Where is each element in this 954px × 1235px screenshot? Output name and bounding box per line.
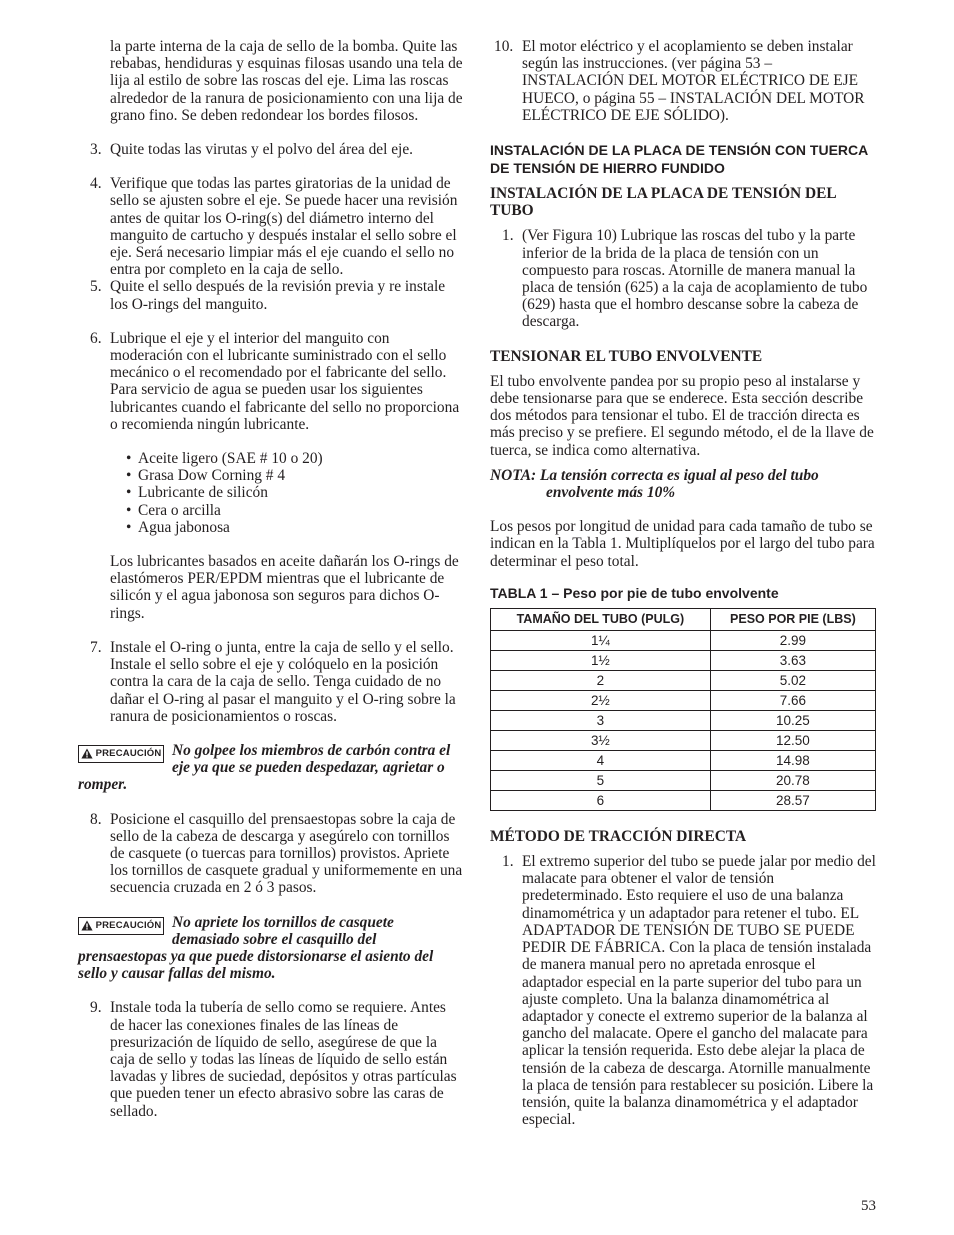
list-item: • Grasa Dow Corning # 4 (126, 467, 464, 484)
warning-triangle-icon (81, 748, 93, 759)
table-cell: 2 (491, 670, 711, 690)
direct-pull-step-1 (490, 853, 878, 1128)
step-number: 9. (90, 999, 102, 1017)
table-title: TABLA 1 – Peso por pie de tubo envolvente (490, 584, 779, 601)
table-row (491, 710, 876, 730)
step-number: 10. (494, 38, 514, 55)
table-row (491, 730, 876, 750)
table-cell: 1½ (491, 650, 711, 670)
caution-badge-label: PRECAUCIÓN (95, 919, 162, 931)
column-header: TAMAÑO DEL TUBO (PULG) (491, 608, 711, 630)
caution-note (78, 914, 464, 983)
table-cell: 3 (491, 710, 711, 730)
tension-paragraph: El tubo envolvente pandea por su propio peso al instalarse y debe tensionarse para que se enderece. Esta sección describe dos métodos para tensionar el tubo. El de tracción directa es más preciso y se prefiere. El segundo método, el de la llave de tuerca, se indica como alternativa. (490, 372, 874, 459)
step-text: El extremo superior del tubo se puede jalar por medio del malacate para obtener el valor de tensión predeterminado. Esto requiere el uso de una balanza dinamométrica y un adaptador para retener el tubo. EL ADAPTADOR DE TENSIÓN DE TUBO SE PUEDE PEDIR DE FÁBRICA. Con la placa de tensión instalada de manera manual pero no apretada enrosque el adaptador especial en la parte superior del tubo para un ajuste completo. Una la balanza dinamométrica al adaptador y conecte el extremo superior de la balanza al gancho del malacate. Opere el gancho del malacate para aplicar la tensión requerida. Esto debe alejar la placa de tensión de la cabeza de descarga. Atornille manualmente la placa de tensión para restablecer su posición. Libere la tensión, quite la balanza dinamométrica y el adaptador especial. (522, 853, 876, 1129)
subsection-heading: TENSIONAR EL TUBO ENVOLVENTE (490, 347, 763, 365)
table-row (491, 650, 876, 670)
table-cell: 5.02 (710, 670, 875, 690)
table-cell: 7.66 (710, 690, 875, 710)
continued-paragraph: la parte interna de la caja de sello de la bomba. Quite las rebabas, hendiduras y esquinas filosas usando una tela de lija al estilo de sobre las roscas del eje. Lima las roscas alrededor de la ranura de posicionamiento con una lija de grano fino. Se deben redondear los bordes filosos. (110, 38, 463, 124)
step-number: 1. (502, 227, 514, 245)
tension-plate-step-1 (490, 227, 878, 330)
step-text: Quite el sello después de la revisión previa y re instale los O-rings del manguito. (110, 278, 446, 313)
subsection-heading: INSTALACIÓN DE LA PLACA DE TENSIÓN DEL TUBO (490, 185, 836, 220)
column-header: PESO POR PIE (LBS) (710, 608, 875, 630)
step-number: 7. (90, 638, 102, 656)
note-line: envolvente más 10% (546, 484, 676, 502)
subsection-heading: MÉTODO DE TRACCIÓN DIRECTA (490, 827, 747, 845)
table-cell: 5 (491, 770, 711, 790)
caution-note (78, 742, 464, 794)
step-6 (78, 330, 464, 433)
table-cell: 2.99 (710, 630, 875, 650)
step-7 (78, 639, 464, 725)
step-number: 5. (90, 278, 102, 296)
step-3 (78, 141, 464, 158)
caution-badge-label: PRECAUCIÓN (95, 748, 162, 760)
list-item: • Cera o arcilla (126, 502, 464, 519)
table-row (491, 770, 876, 790)
step-text: Verifique que todas las partes giratorias de la unidad de sello se ajusten sobre el eje. Se puede hacer una revisión antes de quitar los O-ring(s) del diámetro interno del manguito de cartucho y después instalar el sello sobre el eje. Será necesario limpiar más el eje cuando el sello no entra por completo en la caja de sello. (110, 175, 458, 279)
step-text: Instale el O-ring o junta, entre la caja de sello y el sello. Instale el sello sobre el eje y colóquelo en la posición contra la cara de la caja de sello. Tenga cuidado de no dañar el O-ring al pasar el manguito y el O-ring sobre la ranura de posicionamientos o roscas. (110, 638, 456, 725)
list-item: • Agua jabonosa (126, 519, 464, 536)
table-cell: 6 (491, 790, 711, 810)
step-text: Quite todas las virutas y el polvo del área del eje. (110, 141, 414, 159)
step-number: 4. (90, 175, 102, 193)
step-number: 8. (90, 810, 102, 828)
table-cell: 2½ (491, 690, 711, 710)
list-item: • Aceite ligero (SAE # 10 o 20) (126, 450, 464, 467)
table-cell: 3½ (491, 730, 711, 750)
step-text: El motor eléctrico y el acoplamiento se deben instalar según las instrucciones. (ver página 53 – INSTALACIÓN DEL MOTOR ELÉCTRICO DE EJE HUECO, o página 55 – INSTALACIÓN DEL MOTOR ELÉCTRICO DE EJE SÓLIDO). (522, 38, 865, 124)
step-number: 3. (90, 141, 102, 159)
table-cell: 3.63 (710, 650, 875, 670)
step-text: Posicione el casquillo del prensaestopas sobre la caja de sello de la cabeza de descarga y asegúrelo con tornillos de casquete (o tuercas para tornillos) provistos. Apriete los tornillos de casquete gradual y uniformemente en una secuencia cruzada en 2 ó 3 pasos. (110, 810, 463, 897)
table-cell: 12.50 (710, 730, 875, 750)
caution-text: No apriete los tornillos de casquete demasiado sobre el casquillo del prensaestopas ya que puede distorsionarse el asiento del sello y causar fallas del mismo. (78, 913, 434, 983)
table-header-row (491, 608, 876, 630)
table-cell: 4 (491, 750, 711, 770)
table-row (491, 670, 876, 690)
caution-text: No golpee los miembros de carbón contra el eje ya que se pueden despedazar, agrietar o romper. (78, 741, 451, 794)
step-text: Instale toda la tubería de sello como se requiere. Antes de hacer las conexiones finales de las líneas de presurización de líquido de sello, asegúrese de que la caja de sello y todas las líneas de líquido de sello están lavadas y libres de suciedad, depósitos y otras partículas que pueden tener un efecto abrasivo sobre las caras de sellado. (110, 999, 457, 1120)
step-number: 1. (502, 853, 514, 871)
weight-table (490, 608, 876, 811)
section-heading: INSTALACIÓN DE LA PLACA DE TENSIÓN CON TUERCA DE TENSIÓN DE HIERRO FUNDIDO (490, 142, 868, 177)
table-row (491, 630, 876, 650)
step-number: 6. (90, 329, 102, 347)
step-text: Lubrique el eje y el interior del manguito con moderación con el lubricante suministrado con el sello mecánico o el recomendado por el fabricante del sello. Para servicio de agua se pueden usar los siguientes lubricantes cuando el fabricante del sello no proporciona o recomienda ningún lubricante. (110, 329, 460, 433)
step-5 (78, 278, 464, 312)
left-column (78, 38, 464, 1120)
table-cell: 1¼ (491, 630, 711, 650)
page-number: 53 (861, 1198, 876, 1214)
table-row (491, 790, 876, 810)
lubricant-note: Los lubricantes basados en aceite dañarán los O-rings de elastómeros PER/EPDM mientras que el lubricante de silicón y el agua jabonosa son seguros para dichos O-rings. (110, 553, 459, 622)
step-8 (78, 811, 464, 897)
step-4 (78, 175, 464, 278)
step-9 (78, 999, 464, 1119)
step-text: (Ver Figura 10) Lubrique las roscas del tubo y la parte inferior de la brida de la placa de tensión con un compuesto para roscas. Atornille de manera manual la placa de tensión (625) a la caja de acoplamiento de tubo (629) hasta que el hombro descanse sobre la cabeza de descarga. (522, 227, 868, 331)
step-10 (490, 38, 878, 124)
warning-triangle-icon (81, 920, 93, 931)
table-row (491, 750, 876, 770)
weights-paragraph: Los pesos por longitud de unidad para cada tamaño de tubo se indican en la Tabla 1. Multiplíquelos por el largo del tubo para determinar el peso total. (490, 518, 875, 570)
caution-badge (78, 745, 164, 763)
table-cell: 20.78 (710, 770, 875, 790)
table-row (491, 690, 876, 710)
table-cell: 28.57 (710, 790, 875, 810)
table-cell: 10.25 (710, 710, 875, 730)
caution-badge (78, 917, 164, 935)
tension-note (490, 467, 878, 501)
list-item: • Lubricante de silicón (126, 484, 464, 501)
table-cell: 14.98 (710, 750, 875, 770)
note-line: NOTA: La tensión correcta es igual al peso del tubo (490, 466, 819, 484)
lubricant-list (78, 450, 464, 536)
right-column (490, 38, 878, 1128)
